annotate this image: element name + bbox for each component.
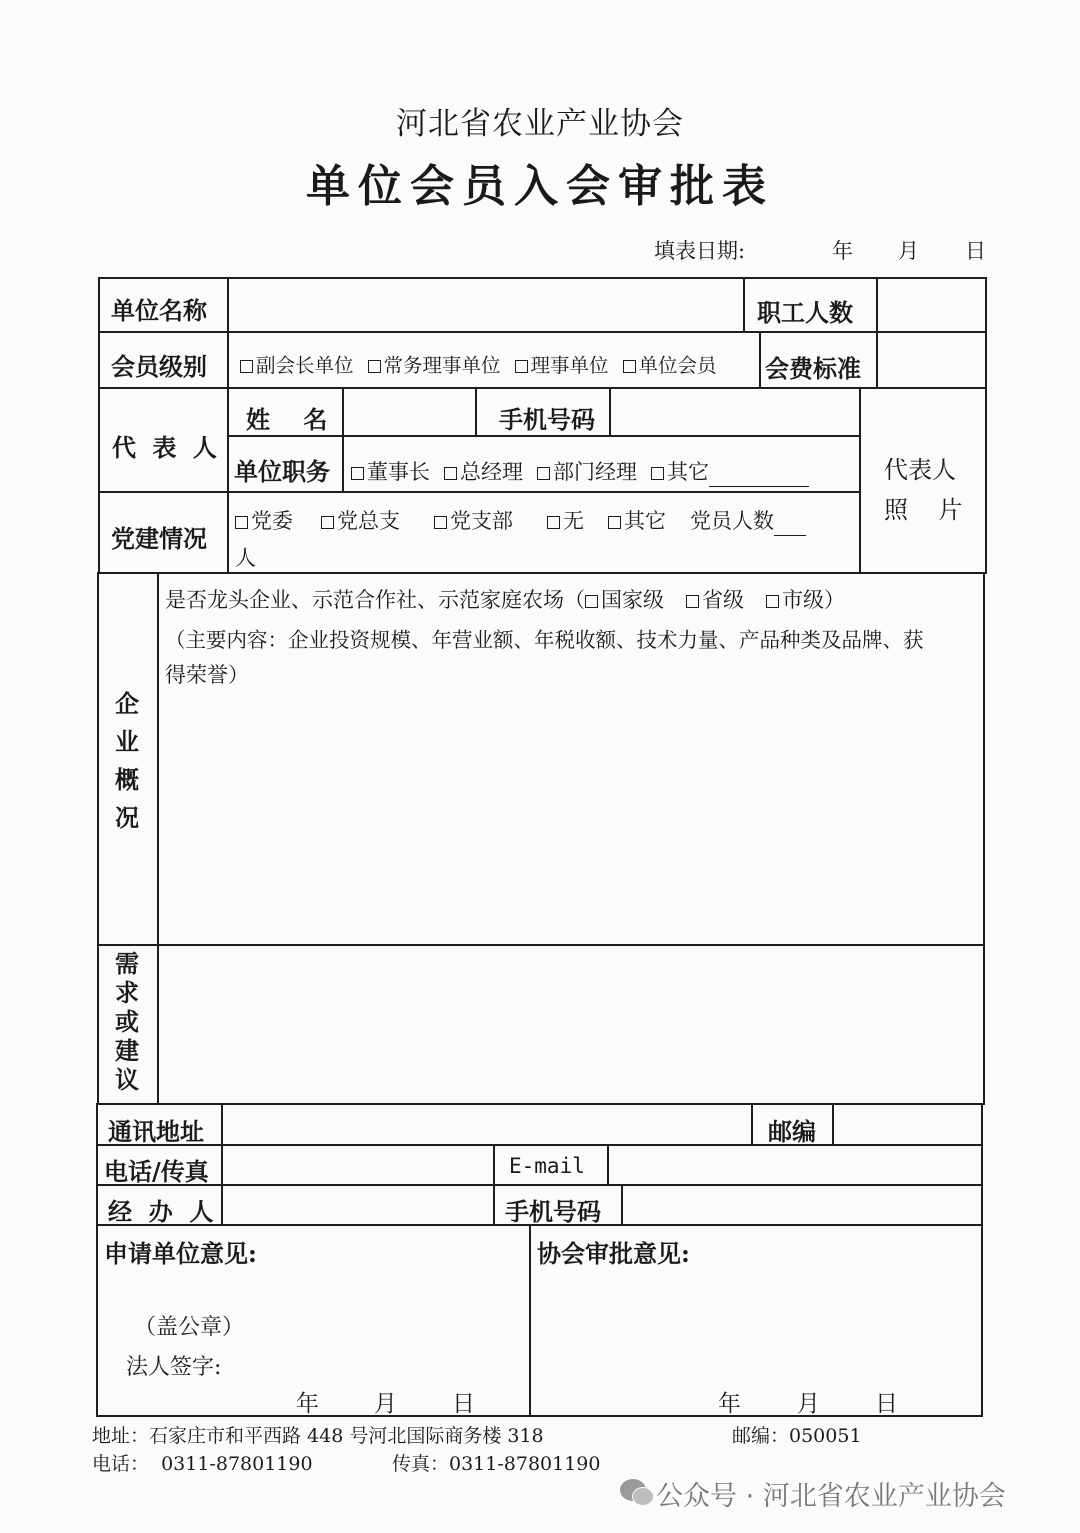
- checkbox-icon: [623, 360, 636, 373]
- association-month: 月: [797, 1391, 820, 1417]
- position-options: [351, 456, 809, 487]
- checkbox-icon: [537, 467, 550, 480]
- checkbox-icon: [321, 516, 334, 529]
- name-label: 姓 名: [246, 405, 328, 434]
- applicant-year: 年: [296, 1391, 319, 1417]
- checkbox-icon: [235, 516, 248, 529]
- handler-mobile-field[interactable]: [625, 1188, 979, 1222]
- fill-date-label: 填表日期:: [654, 239, 746, 263]
- party-option[interactable]: 党委: [235, 505, 293, 535]
- party-options: [235, 505, 806, 536]
- footer-address: 地址：石家庄市和平西路 448 号河北国际商务楼 318: [92, 1425, 544, 1447]
- email-label: E-mail: [509, 1154, 585, 1178]
- overview-hint: （主要内容：企业投资规模、年营业额、年税收额、技术力量、产品种类及品牌、获: [165, 628, 924, 652]
- mobile-label: 手机号码: [499, 405, 595, 434]
- party-option[interactable]: 党支部: [434, 505, 513, 535]
- address-field[interactable]: [226, 1107, 748, 1142]
- overview-question: 是否龙头企业、示范合作社、示范家庭农场（ 国家级 省级 市级）: [165, 584, 845, 614]
- party-members-unit: 人: [235, 546, 256, 570]
- email-field[interactable]: [611, 1148, 979, 1182]
- applicant-opinion-field[interactable]: [100, 1265, 526, 1411]
- fee-standard-field[interactable]: [880, 335, 982, 385]
- needs-label: 需 求 或 建 议: [115, 949, 139, 1094]
- position-option[interactable]: 其它: [651, 456, 709, 486]
- association-opinion-label: 协会审批意见:: [537, 1239, 690, 1268]
- name-field[interactable]: [346, 391, 472, 433]
- postcode-label: 邮编: [768, 1117, 816, 1146]
- applicant-month: 月: [374, 1391, 397, 1417]
- wechat-icon-bubble: [632, 1487, 654, 1506]
- level-option[interactable]: 单位会员: [623, 350, 717, 378]
- checkbox-icon: [434, 516, 447, 529]
- checkbox-icon: [608, 516, 621, 529]
- level-option[interactable]: 理事单位: [515, 350, 609, 378]
- checkbox-icon: [651, 467, 664, 480]
- organization-name: 河北省农业产业协会: [396, 106, 684, 142]
- checkbox-icon: [515, 360, 528, 373]
- checkbox-icon: [368, 360, 381, 373]
- footer-fax: 传真：0311-87801190: [392, 1453, 601, 1475]
- overview-field[interactable]: [162, 690, 980, 940]
- handler-mobile-label: 手机号码: [505, 1197, 601, 1226]
- staff-count-label: 职工人数: [757, 298, 853, 327]
- mobile-field[interactable]: [613, 391, 856, 433]
- checkbox-icon: [766, 595, 779, 608]
- fee-standard-label: 会费标准: [765, 354, 861, 383]
- checkbox-icon: [547, 516, 560, 529]
- watermark-text: 公众号 · 河北省农业产业协会: [656, 1481, 1006, 1512]
- fill-date-year: 年: [832, 239, 853, 263]
- fill-date-month: 月: [898, 239, 919, 263]
- photo-area[interactable]: [863, 391, 983, 571]
- applicant-opinion-label: 申请单位意见:: [104, 1239, 257, 1268]
- position-option[interactable]: 部门经理: [537, 456, 637, 486]
- overview-level-option[interactable]: 国家级: [585, 584, 664, 614]
- applicant-day: 日: [452, 1391, 475, 1417]
- position-option[interactable]: 董事长: [351, 456, 430, 486]
- photo-label-line2: 照 片: [884, 496, 963, 524]
- overview-level-option[interactable]: 市级）: [766, 584, 845, 614]
- overview-label: 企 业 概 况: [115, 689, 139, 832]
- party-label: 党建情况: [111, 524, 207, 553]
- party-option[interactable]: 无: [547, 505, 584, 535]
- checkbox-icon: [351, 467, 364, 480]
- seal-label: （盖公章）: [134, 1315, 245, 1340]
- checkbox-icon: [240, 360, 253, 373]
- handler-field[interactable]: [226, 1188, 490, 1222]
- association-day: 日: [875, 1391, 898, 1417]
- checkbox-icon: [444, 467, 457, 480]
- unit-name-label: 单位名称: [111, 296, 207, 325]
- party-members-label: 党员人数: [690, 509, 774, 533]
- phone-fax-field[interactable]: [226, 1148, 490, 1182]
- staff-count-field[interactable]: [880, 281, 982, 329]
- position-other-blank[interactable]: [709, 462, 809, 487]
- footer-phone: 电话： 0311-87801190: [92, 1453, 313, 1475]
- photo-label-line1: 代表人: [884, 456, 956, 484]
- position-option[interactable]: 总经理: [444, 456, 523, 486]
- member-level-label: 会员级别: [111, 352, 207, 381]
- footer-postcode: 邮编：050051: [732, 1425, 862, 1447]
- overview-level-option[interactable]: 省级: [686, 584, 744, 614]
- address-label: 通讯地址: [108, 1117, 204, 1146]
- overview-hint-cont: 得荣誉）: [165, 663, 249, 687]
- representative-label: 代 表 人: [112, 433, 221, 462]
- level-option[interactable]: 常务理事单位: [368, 350, 501, 378]
- position-label: 单位职务: [234, 457, 330, 486]
- level-option[interactable]: 副会长单位: [240, 350, 354, 378]
- checkbox-icon: [686, 595, 699, 608]
- unit-name-field[interactable]: [232, 281, 740, 329]
- legal-sign-label: 法人签字:: [126, 1355, 222, 1380]
- postcode-field[interactable]: [836, 1107, 979, 1142]
- party-option[interactable]: 党总支: [321, 505, 400, 535]
- form-title: 单位会员入会审批表: [306, 161, 774, 212]
- association-opinion-field[interactable]: [534, 1265, 978, 1411]
- member-level-options: [240, 350, 717, 378]
- phone-fax-label: 电话/传真: [104, 1157, 209, 1186]
- needs-field[interactable]: [162, 948, 980, 1100]
- association-year: 年: [718, 1391, 741, 1417]
- handler-label: 经 办 人: [108, 1197, 214, 1226]
- party-option[interactable]: 其它: [608, 505, 666, 535]
- checkbox-icon: [585, 595, 598, 608]
- party-members-blank[interactable]: [774, 511, 806, 536]
- fill-date-day: 日: [965, 239, 986, 263]
